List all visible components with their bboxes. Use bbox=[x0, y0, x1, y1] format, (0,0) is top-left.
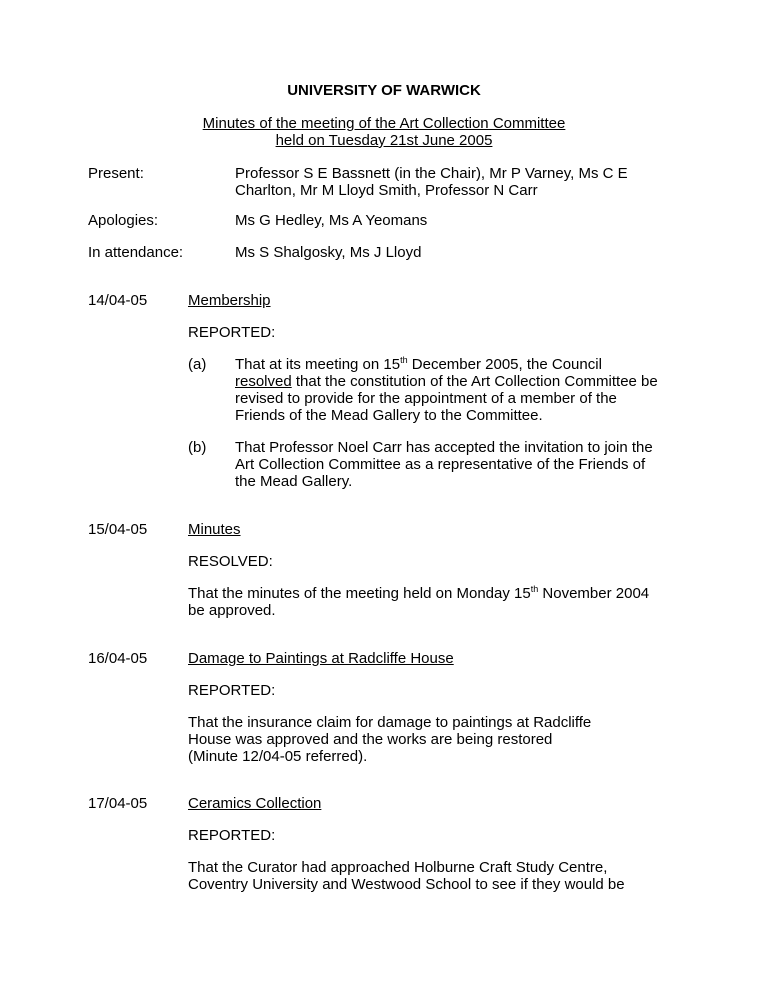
sub-item-text: the Mead Gallery. bbox=[235, 473, 353, 490]
minute-text: That the minutes of the meeting held on Monday 15th November 2004 bbox=[188, 584, 650, 602]
minute-text: (Minute 12/04-05 referred). bbox=[188, 748, 368, 765]
minute-text: That the Curator had approached Holburne Craft Study Centre, bbox=[188, 859, 608, 876]
present-label: Present: bbox=[88, 165, 144, 182]
sub-item-text: Friends of the Mead Gallery to the Committee. bbox=[235, 407, 543, 424]
minute-heading: Ceramics Collection bbox=[188, 795, 322, 812]
minute-text: That the insurance claim for damage to paintings at Radcliffe bbox=[188, 714, 592, 731]
minute-action: REPORTED: bbox=[188, 827, 276, 844]
minute-action: REPORTED: bbox=[188, 682, 276, 699]
sub-item-text: revised to provide for the appointment of a member of the bbox=[235, 390, 617, 407]
minute-heading: Membership bbox=[188, 292, 271, 309]
minute-number: 17/04-05 bbox=[88, 795, 148, 812]
apologies-label: Apologies: bbox=[88, 212, 159, 229]
apologies-names: Ms G Hedley, Ms A Yeomans bbox=[235, 212, 428, 229]
sub-item-label: (a) bbox=[188, 356, 207, 373]
minute-action: REPORTED: bbox=[188, 324, 276, 341]
present-names-line-2: Charlton, Mr M Lloyd Smith, Professor N Carr bbox=[235, 182, 538, 199]
minute-text: Coventry University and Westwood School to see if they would be bbox=[188, 876, 625, 893]
document-title-line-1: Minutes of the meeting of the Art Collection Committee bbox=[202, 115, 566, 132]
in-attendance-label: In attendance: bbox=[88, 244, 184, 261]
sub-item-text: resolved that the constitution of the Art Collection Committee be bbox=[235, 373, 658, 390]
sub-item-label: (b) bbox=[188, 439, 207, 456]
minute-number: 16/04-05 bbox=[88, 650, 148, 667]
minute-number: 15/04-05 bbox=[88, 521, 148, 538]
in-attendance-names: Ms S Shalgosky, Ms J Lloyd bbox=[235, 244, 422, 261]
sub-item-text: That at its meeting on 15th December 2005, the Council bbox=[235, 355, 602, 373]
document-title-line-2: held on Tuesday 21st June 2005 bbox=[275, 132, 493, 149]
sub-item-text: That Professor Noel Carr has accepted the invitation to join the bbox=[235, 439, 653, 456]
minute-heading: Minutes bbox=[188, 521, 241, 538]
minute-text: House was approved and the works are being restored bbox=[188, 731, 553, 748]
minute-action: RESOLVED: bbox=[188, 553, 273, 570]
minute-number: 14/04-05 bbox=[88, 292, 148, 309]
sub-item-text: Art Collection Committee as a representative of the Friends of bbox=[235, 456, 646, 473]
minute-text: be approved. bbox=[188, 602, 276, 619]
present-names-line-1: Professor S E Bassnett (in the Chair), Mr P Varney, Ms C E bbox=[235, 165, 628, 182]
organisation-name: UNIVERSITY OF WARWICK bbox=[287, 82, 481, 99]
minute-heading: Damage to Paintings at Radcliffe House bbox=[188, 650, 454, 667]
resolved-emphasis: resolved bbox=[235, 373, 292, 390]
